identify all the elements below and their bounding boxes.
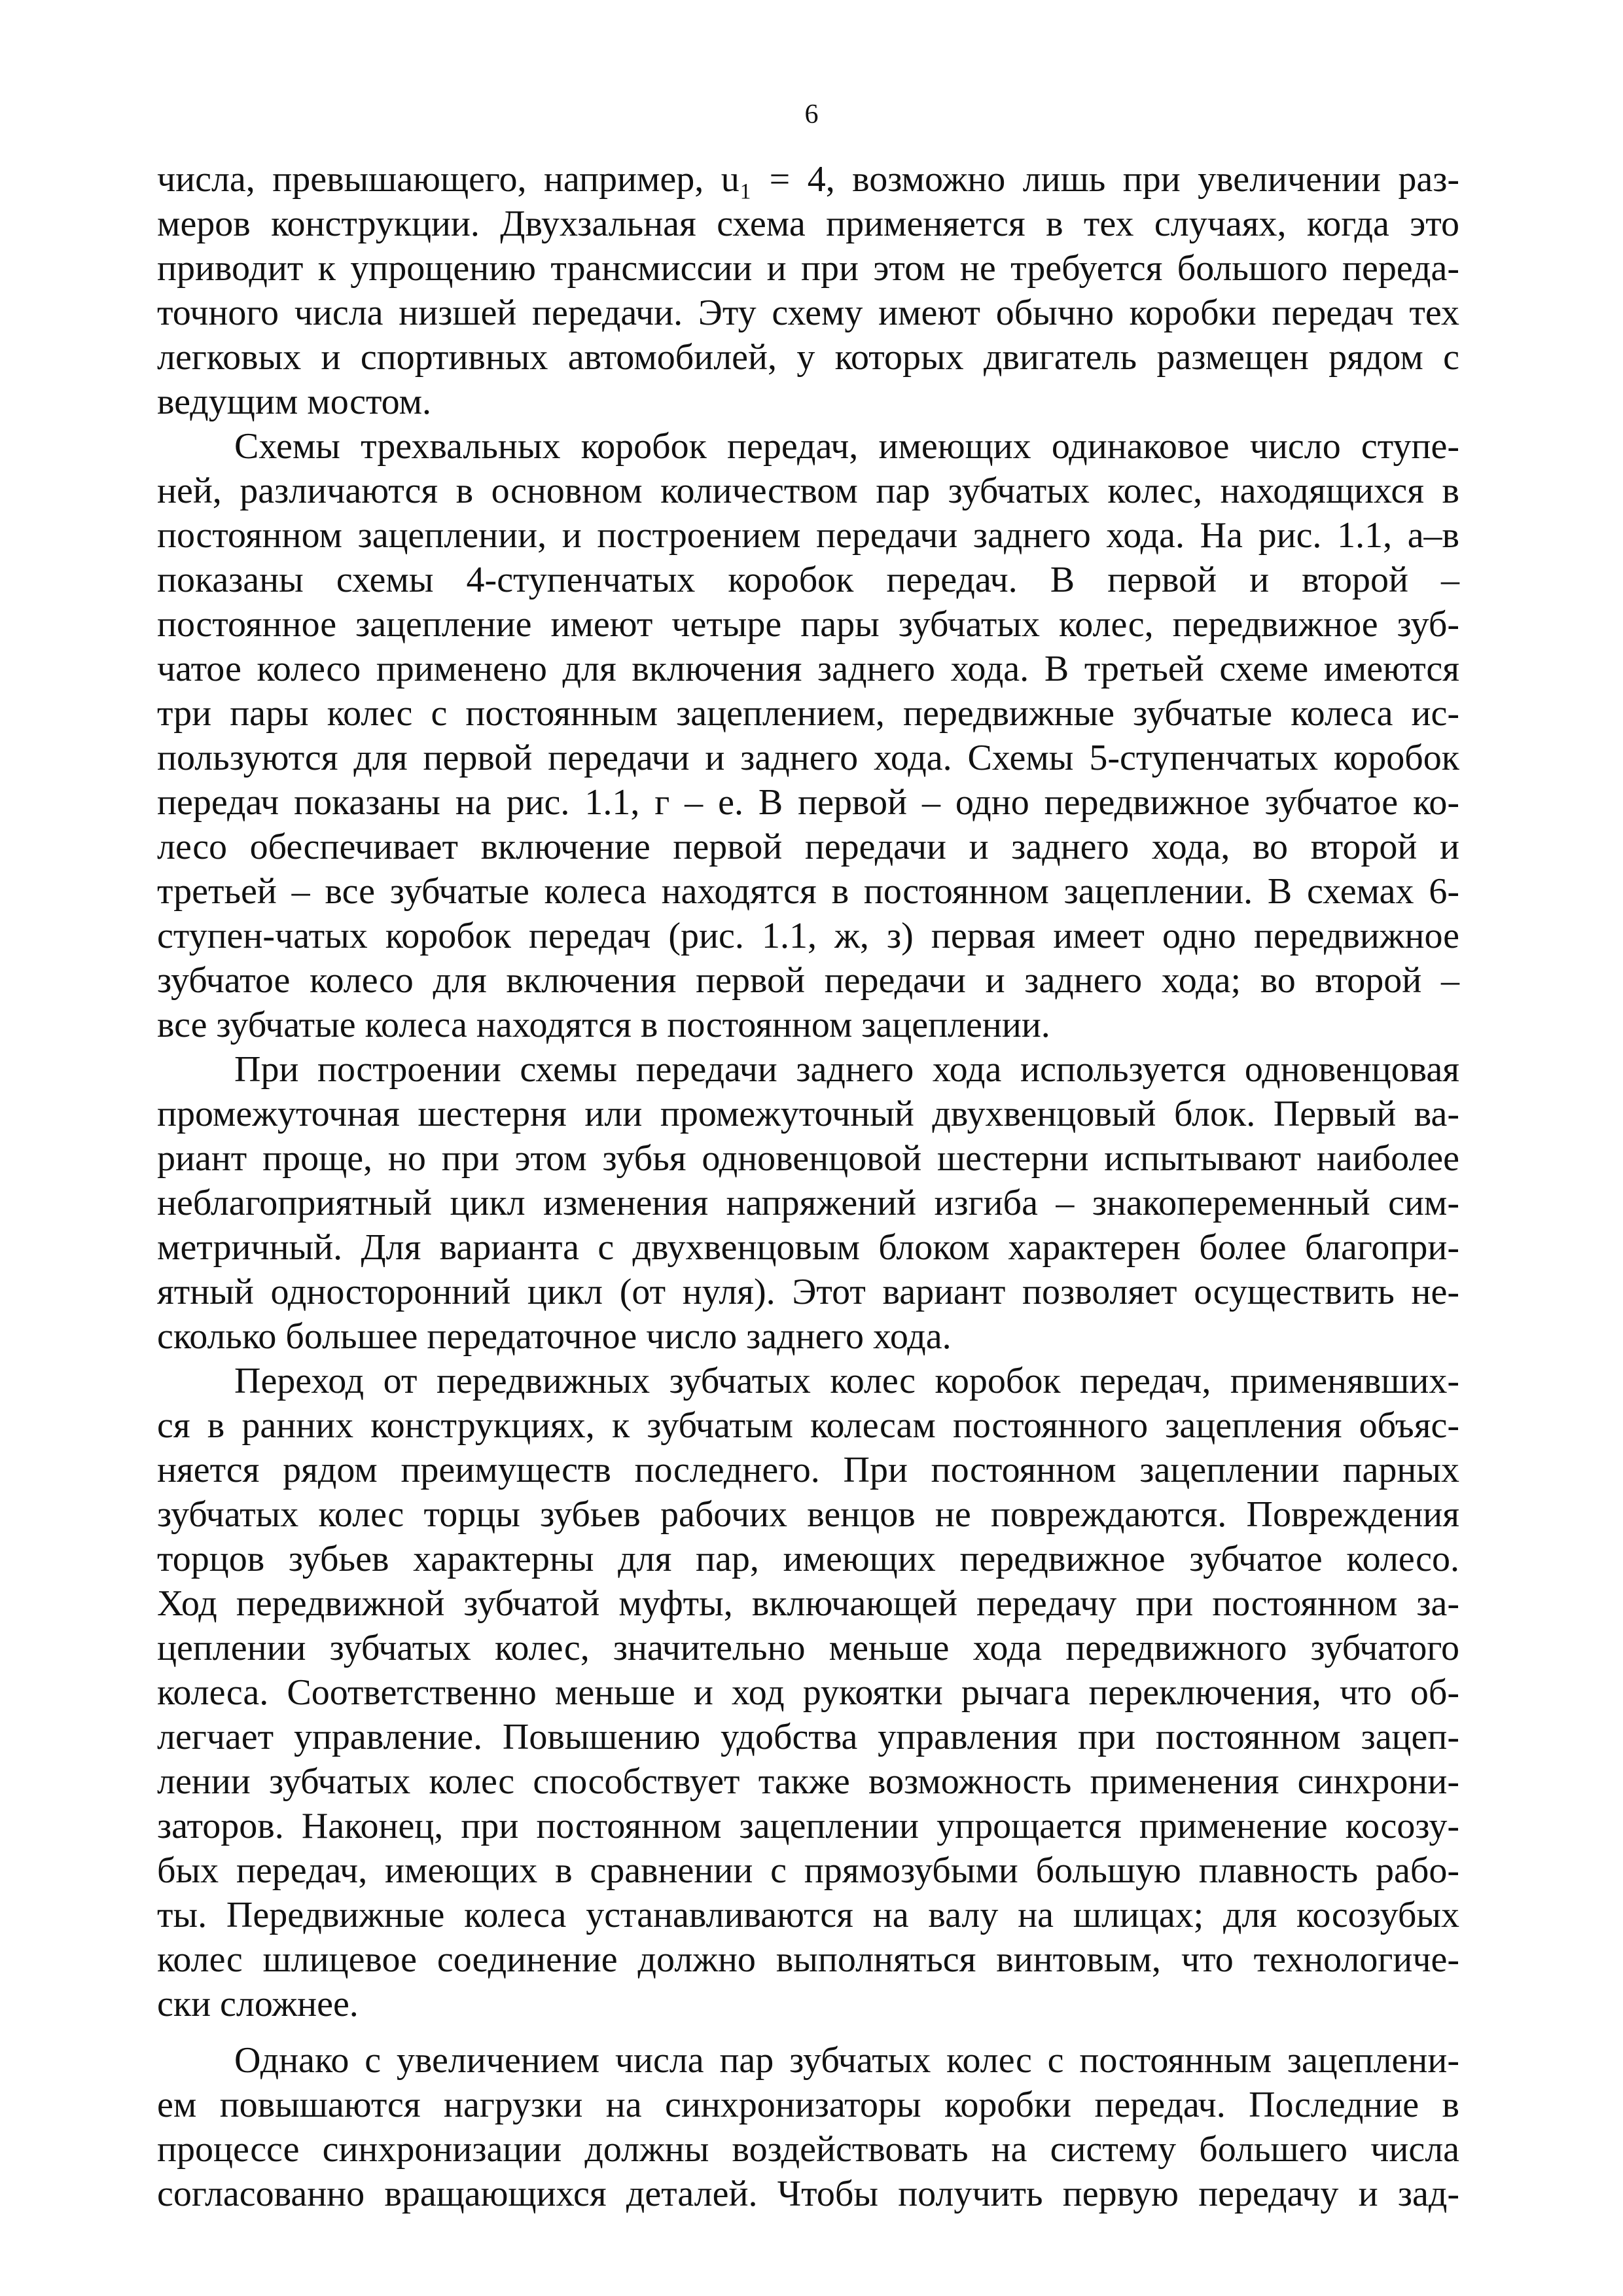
text-line: постоянное зацепление имеют четыре пары зубчатых колес, передвижное зуб-	[157, 604, 1459, 645]
text-line: постоянном зацеплении, и построением передачи заднего хода. На рис. 1.1, а–в	[157, 515, 1459, 556]
page-number: 6	[804, 99, 819, 130]
text-line: бых передач, имеющих в сравнении с прямозубыми большую плавность рабо-	[157, 1850, 1459, 1891]
body-text	[157, 157, 1459, 2216]
text-line: лесо обеспечивает включение первой передачи и заднего хода, во второй и	[157, 827, 1459, 867]
text-line: все зубчатые колеса находятся в постоянном зацеплении.	[157, 1005, 1050, 1045]
text-line: чатое колесо применено для включения заднего хода. В третьей схеме имеются	[157, 649, 1459, 689]
text-line: метричный. Для варианта с двухвенцовым блоком характерен более благопри-	[157, 1227, 1459, 1268]
text-line: легчает управление. Повышению удобства управления при постоянном зацеп-	[157, 1717, 1459, 1757]
text-line: торцов зубьев характерны для пар, имеющих передвижное зубчатое колесо.	[157, 1539, 1459, 1579]
text-line: При построении схемы передачи заднего хода используется одновенцовая	[234, 1049, 1459, 1090]
text-line: числа, превышающего, например, u₁ = 4, возможно лишь при увеличении раз-	[157, 159, 1459, 200]
text-line: ятный односторонний цикл (от нуля). Этот вариант позволяет осуществить не-	[157, 1272, 1459, 1312]
text-line: показаны схемы 4-ступенчатых коробок передач. В первой и второй –	[157, 560, 1459, 600]
text-line: ней, различаются в основном количеством пар зубчатых колес, находящихся в	[157, 471, 1459, 511]
text-line: третьей – все зубчатые колеса находятся в постоянном зацеплении. В схемах 6-	[157, 871, 1459, 912]
text-line: ски сложнее.	[157, 1984, 359, 2024]
text-line: три пары колес с постоянным зацеплением, передвижные зубчатые колеса ис-	[157, 693, 1459, 734]
text-line: ведущим мостом.	[157, 382, 432, 422]
text-line: ся в ранних конструкциях, к зубчатым колесам постоянного зацепления объяс-	[157, 1405, 1459, 1446]
text-line: приводит к упрощению трансмиссии и при этом не требуется большого переда-	[157, 248, 1459, 289]
text-line: колес шлицевое соединение должно выполняться винтовым, что технологиче-	[157, 1939, 1459, 1980]
text-line: промежуточная шестерня или промежуточный двухвенцовый блок. Первый ва-	[157, 1094, 1459, 1134]
text-line: передач показаны на рис. 1.1, г – е. В первой – одно передвижное зубчатое ко-	[157, 782, 1459, 823]
text-line: согласованно вращающихся деталей. Чтобы получить первую передачу и зад-	[157, 2174, 1459, 2214]
text-line: ступен-чатых коробок передач (рис. 1.1, ж, з) первая имеет одно передвижное	[157, 916, 1459, 956]
text-line: Переход от передвижных зубчатых колес коробок передач, применявших-	[234, 1361, 1459, 1401]
text-line: сколько большее передаточное число заднего хода.	[157, 1316, 952, 1357]
text-line: меров конструкции. Двухзальная схема применяется в тех случаях, когда это	[157, 204, 1459, 244]
text-line: ем повышаются нагрузки на синхронизаторы коробки передач. Последние в	[157, 2085, 1459, 2125]
text-line: неблагоприятный цикл изменения напряжений изгиба – знакопеременный сим-	[157, 1183, 1459, 1223]
text-line: риант проще, но при этом зубья одновенцовой шестерни испытывают наиболее	[157, 1138, 1459, 1179]
text-line: точного числа низшей передачи. Эту схему имеют обычно коробки передач тех	[157, 293, 1459, 333]
text-line: заторов. Наконец, при постоянном зацеплении упрощается применение косозу-	[157, 1806, 1459, 1846]
text-line: зубчатых колес торцы зубьев рабочих венцов не повреждаются. Повреждения	[157, 1494, 1459, 1535]
text-line: зубчатое колесо для включения первой передачи и заднего хода; во второй –	[157, 960, 1459, 1001]
text-line: Схемы трехвальных коробок передач, имеющих одинаковое число ступе-	[234, 426, 1459, 467]
text-line: ты. Передвижные колеса устанавливаются на валу на шлицах; для косозубых	[157, 1895, 1459, 1935]
text-line: пользуются для первой передачи и заднего хода. Схемы 5-ступенчатых коробок	[157, 738, 1459, 778]
text-line: няется рядом преимуществ последнего. При постоянном зацеплении парных	[157, 1450, 1459, 1490]
text-line: колеса. Соответственно меньше и ход рукоятки рычага переключения, что об-	[157, 1672, 1459, 1713]
text-line: процессе синхронизации должны воздействовать на систему большего числа	[157, 2129, 1459, 2170]
text-line: лении зубчатых колес способствует также возможность применения синхрони-	[157, 1761, 1459, 1802]
text-line: цеплении зубчатых колес, значительно меньше хода передвижного зубчатого	[157, 1628, 1459, 1668]
text-line: Однако с увеличением числа пар зубчатых колес с постоянным зацеплени-	[234, 2040, 1459, 2081]
text-line: Ход передвижной зубчатой муфты, включающей передачу при постоянном за-	[157, 1583, 1459, 1624]
text-line: легковых и спортивных автомобилей, у которых двигатель размещен рядом с	[157, 337, 1459, 378]
